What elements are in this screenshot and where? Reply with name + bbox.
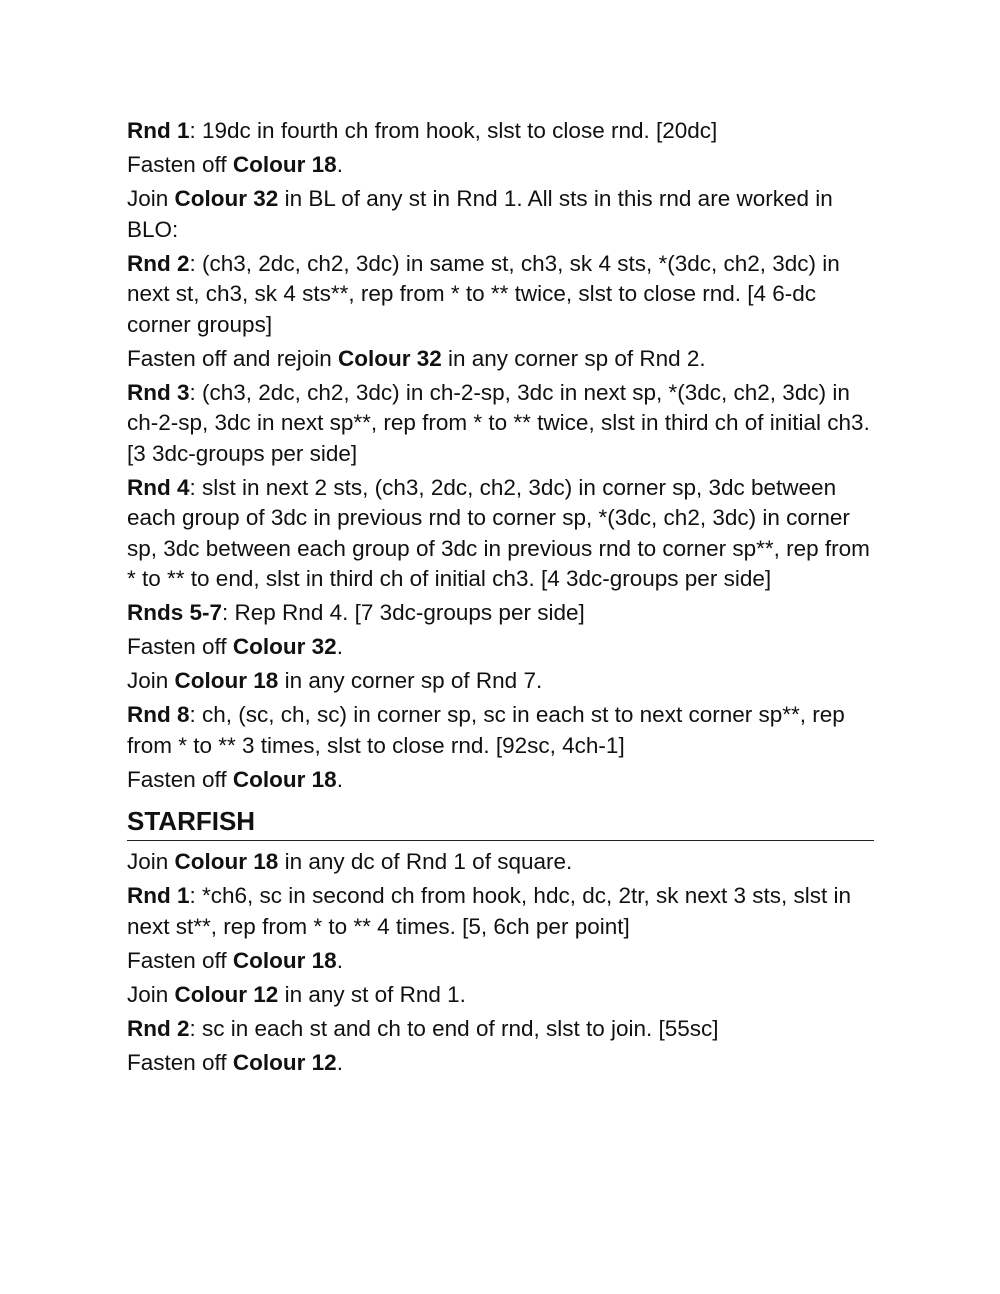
instruction-text: Fasten off bbox=[127, 152, 233, 177]
instruction-text: . bbox=[336, 634, 343, 659]
instruction-text: in any corner sp of Rnd 7. bbox=[278, 668, 543, 693]
bold-term: Rnd 2 bbox=[127, 250, 190, 276]
instruction-paragraph bbox=[127, 1014, 877, 1045]
instruction-text: Fasten off and rejoin bbox=[127, 345, 338, 371]
bold-term: Rnd 1 bbox=[127, 883, 190, 908]
instruction-text: in any dc of Rnd 1 of square. bbox=[278, 849, 573, 874]
bold-term: Colour 18 bbox=[174, 668, 279, 693]
instruction-paragraph bbox=[127, 598, 877, 629]
instruction-text: : (ch3, 2dc, ch2, 3dc) in ch-2-sp, 3dc in next sp, *(3dc, ch2, 3dc) in ch-2-sp, 3dc in next sp**, rep from * to ** twice, slst in third ch of initial ch3. [3 3dc-groups per side] bbox=[127, 379, 870, 466]
bold-term: Rnds 5-7 bbox=[127, 600, 223, 625]
instruction-text: Fasten off bbox=[127, 947, 233, 973]
instruction-paragraph bbox=[127, 184, 877, 245]
instruction-text: : sc in each st and ch to end of rnd, slst to join. [55sc] bbox=[189, 1015, 719, 1041]
instruction-text: : (ch3, 2dc, ch2, 3dc) in same st, ch3, sk 4 sts, *(3dc, ch2, 3dc) in next st, ch3, sk 4 sts**, rep from * to ** twice, slst to close rnd. [4 6-dc corner groups] bbox=[127, 250, 840, 337]
instruction-paragraph bbox=[127, 946, 877, 977]
instruction-text: Join bbox=[127, 849, 175, 874]
instruction-paragraph bbox=[127, 1048, 877, 1079]
instruction-text: Join bbox=[127, 981, 175, 1007]
instruction-paragraph bbox=[127, 765, 877, 796]
instruction-paragraph bbox=[127, 847, 877, 878]
section-heading-starfish: STARFISH bbox=[127, 806, 256, 836]
bold-term: Rnd 8 bbox=[127, 702, 190, 727]
instruction-text: : slst in next 2 sts, (ch3, 2dc, ch2, 3dc) in corner sp, 3dc between each group of 3dc in previous rnd to corner sp, *(3dc, ch2, 3dc) in corner sp, 3dc between each group of 3dc in previous rnd to corner sp**, rep from * to ** to end, slst in third ch of initial ch3. [4 3dc-groups per side] bbox=[127, 474, 870, 591]
heading-divider bbox=[127, 840, 874, 841]
instruction-paragraph bbox=[127, 666, 877, 697]
bold-term: Rnd 4 bbox=[127, 474, 190, 500]
instruction-paragraph bbox=[127, 980, 877, 1011]
bold-term: Colour 18 bbox=[232, 152, 337, 177]
instruction-text: in BL of any st in Rnd 1. All sts in this rnd are worked in BLO: bbox=[127, 186, 833, 242]
bold-term: Rnd 1 bbox=[127, 118, 190, 143]
instruction-text: : ch, (sc, ch, sc) in corner sp, sc in each st to next corner sp**, rep from * to ** 3 times, slst to close rnd. [92sc, 4ch-1] bbox=[127, 702, 845, 758]
bold-term: Colour 12 bbox=[232, 1049, 337, 1075]
instruction-text: . bbox=[336, 947, 343, 973]
pattern-instructions-square bbox=[127, 116, 877, 795]
bold-term: Colour 12 bbox=[174, 981, 279, 1007]
instruction-paragraph bbox=[127, 116, 877, 147]
instruction-paragraph bbox=[127, 473, 877, 595]
pattern-instructions-starfish bbox=[127, 847, 877, 1078]
instruction-text: in any st of Rnd 1. bbox=[278, 981, 466, 1007]
instruction-text: : *ch6, sc in second ch from hook, hdc, dc, 2tr, sk next 3 sts, slst in next st**, rep from * to ** 4 times. [5, 6ch per point] bbox=[127, 883, 852, 939]
bold-term: Colour 18 bbox=[232, 766, 337, 792]
bold-term: Rnd 2 bbox=[127, 1015, 190, 1041]
instruction-text: . bbox=[336, 152, 343, 177]
instruction-paragraph bbox=[127, 881, 877, 942]
document-page bbox=[127, 116, 877, 1082]
instruction-paragraph bbox=[127, 378, 877, 470]
bold-term: Colour 32 bbox=[337, 345, 442, 371]
instruction-text: Fasten off bbox=[127, 634, 233, 659]
bold-term: Colour 32 bbox=[232, 634, 337, 659]
bold-term: Colour 18 bbox=[232, 947, 337, 973]
instruction-paragraph bbox=[127, 632, 877, 663]
instruction-text: . bbox=[336, 1049, 343, 1075]
instruction-paragraph bbox=[127, 249, 877, 341]
instruction-text: : Rep Rnd 4. [7 3dc-groups per side] bbox=[222, 600, 585, 625]
instruction-text: Fasten off bbox=[127, 1049, 233, 1075]
bold-term: Colour 18 bbox=[174, 849, 279, 874]
bold-term: Rnd 3 bbox=[127, 379, 190, 405]
bold-term: Colour 32 bbox=[174, 186, 279, 211]
instruction-text: Join bbox=[127, 668, 175, 693]
instruction-paragraph bbox=[127, 344, 877, 375]
instruction-text: Fasten off bbox=[127, 766, 233, 792]
instruction-paragraph bbox=[127, 700, 877, 761]
instruction-text: in any corner sp of Rnd 2. bbox=[441, 345, 706, 371]
instruction-paragraph bbox=[127, 150, 877, 181]
instruction-text: . bbox=[336, 766, 343, 792]
instruction-text: : 19dc in fourth ch from hook, slst to close rnd. [20dc] bbox=[189, 118, 718, 143]
instruction-text: Join bbox=[127, 186, 175, 211]
